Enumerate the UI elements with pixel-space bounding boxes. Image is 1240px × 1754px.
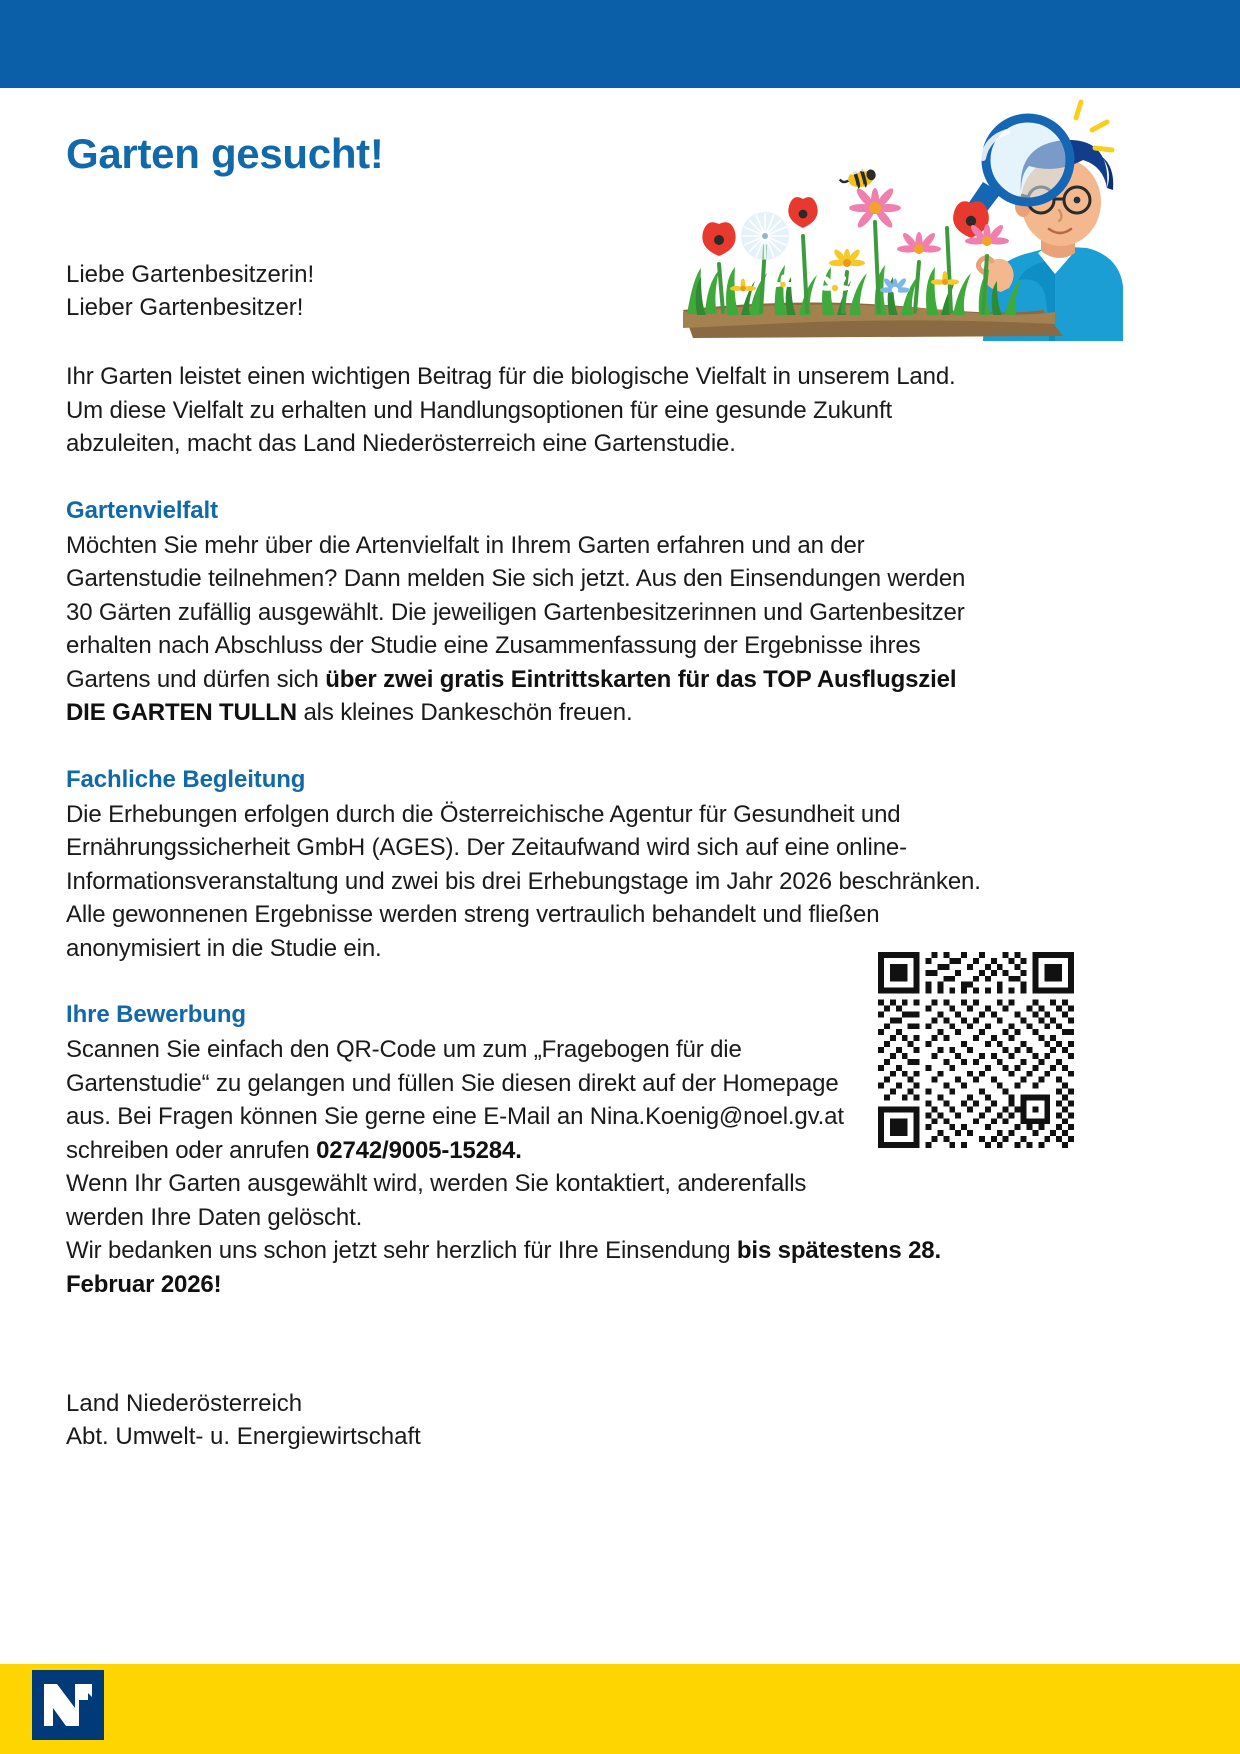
section-ihre-bewerbung: [66, 999, 996, 1167]
page-title: Garten gesucht!: [66, 130, 384, 177]
noe-land-niederoesterreich-logo: [32, 1670, 104, 1740]
salutation-line-1: Liebe Gartenbesitzerin!: [66, 261, 315, 288]
section-body-ihre-bewerbung: [66, 1033, 856, 1167]
phone-number: 02742/9005-15284.: [316, 1136, 522, 1164]
signature-block: [66, 1387, 996, 1453]
intro-paragraph: Ihr Garten leistet einen wichtigen Beitrag für die biologische Vielfalt in unserem Land. Um diese Vielfalt zu erhalten und Handlungsoptionen für eine gesunde Zukunft abzuleiten, macht das Land Niederösterreich eine Gartenstudie.: [66, 363, 956, 457]
text-run-plain: Wir bedanken uns schon jetzt sehr herzlich für Ihre Einsendung: [66, 1237, 737, 1264]
salutation: [66, 258, 996, 324]
text-run-plain-tail: als kleines Dankeschön freuen.: [296, 699, 633, 726]
salutation-line-2: Lieber Gartenbesitzer!: [66, 294, 304, 321]
section-gartenvielfalt: [66, 495, 996, 730]
text-run-plain: Möchten Sie mehr über die Artenvielfalt in Ihrem Garten erfahren und an der Gartenstudie teilnehmen? Dann melden Sie sich jetzt. Aus den Einsendungen werden 30 Gärten zufällig ausgewählt. Die jeweiligen Gartenbesitzerinnen und Gartenbesitzer erhalten nach Abschluss der Studie eine Zusammenfassung der Ergebnisse ihres Gartens und dürfen sich: [66, 531, 966, 693]
section-heading-fachliche-begleitung: Fachliche Begleitung: [66, 765, 306, 793]
signature-line-2: Abt. Umwelt- u. Energiewirtschaft: [66, 1423, 421, 1450]
section-fachliche-begleitung: [66, 764, 996, 966]
header-band: [0, 0, 1240, 88]
closing-paragraph: Wenn Ihr Garten ausgewählt wird, werden Sie kontaktiert, anderenfalls werden Ihre Daten gelöscht.: [66, 1170, 807, 1231]
section-body-fachliche-begleitung: Die Erhebungen erfolgen durch die Österreichische Agentur für Gesundheit und Ernährungssicherheit GmbH (AGES). Der Zeitaufwand wird sich auf eine online-Informationsveranstaltung und zwei bis drei Erhebungstage im Jahr 2026 beschränken. Alle gewonnenen Ergebnisse werden streng vertraulich behandelt und fließen anonymisiert in die Studie ein.: [66, 800, 981, 962]
letter-body: [66, 130, 996, 1453]
signature-line-1: Land Niederösterreich: [66, 1390, 303, 1417]
deadline-text: bis spätestens 28. Februar 2026!: [66, 1237, 941, 1298]
section-heading-ihre-bewerbung: Ihre Bewerbung: [66, 1001, 246, 1028]
footer-band: [0, 1664, 1240, 1754]
text-run-bold-tickets: über zwei gratis Eintrittskarten für das TOP Ausflugsziel DIE GARTEN TULLN: [66, 665, 957, 726]
qr-code-fragebogen[interactable]: [878, 952, 1074, 1148]
text-run-plain: Scannen Sie einfach den QR-Code um zum „Fragebogen für die Gartenstudie“ zu gelangen und füllen Sie diesen direkt auf der Homepage aus. Bei Fragen können Sie gerne eine E-Mail an Nina.Koenig@noel.gv.at schreiben oder anrufen: [66, 1036, 844, 1164]
section-heading-gartenvielfalt: Gartenvielfalt: [66, 496, 218, 524]
thanks-paragraph: [66, 1234, 996, 1301]
section-body-gartenvielfalt: [66, 529, 996, 730]
